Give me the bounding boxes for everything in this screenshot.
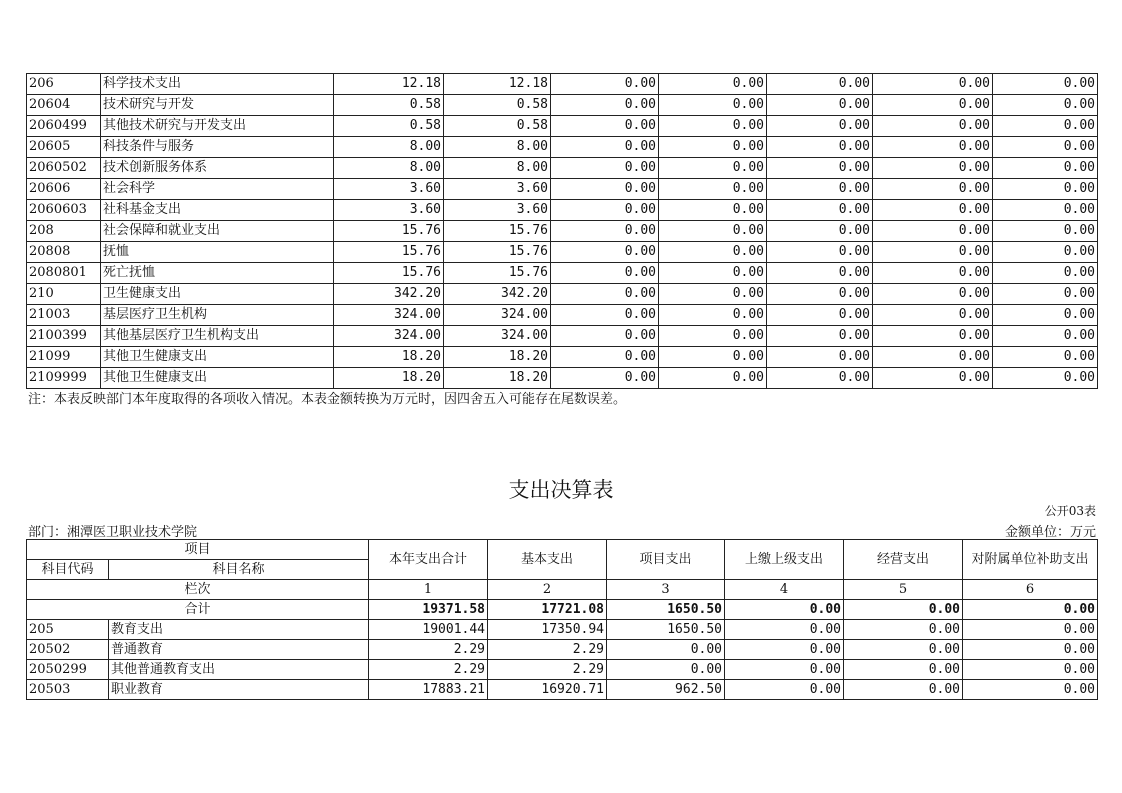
expenditure-table — [26, 539, 1098, 700]
subject-code-cell: 2080801 — [27, 263, 101, 284]
subject-code-cell: 20503 — [27, 680, 109, 700]
amount-cell: 15.76 — [444, 221, 551, 242]
amount-cell: 2.29 — [488, 640, 607, 660]
table-row — [27, 640, 1098, 660]
subject-name-cell: 其他卫生健康支出 — [101, 368, 334, 389]
header-col-operating: 经营支出 — [844, 540, 963, 580]
table-row — [27, 305, 1098, 326]
amount-cell: 0.00 — [993, 74, 1098, 95]
amount-cell: 15.76 — [334, 263, 444, 284]
amount-cell: 0.00 — [767, 368, 873, 389]
amount-cell: 0.00 — [873, 158, 993, 179]
income-table-continued — [26, 73, 1098, 389]
subject-code-cell: 21099 — [27, 347, 101, 368]
amount-cell: 0.00 — [551, 305, 659, 326]
total-row — [27, 600, 1098, 620]
subject-name-cell: 技术研究与开发 — [101, 95, 334, 116]
amount-cell: 0.00 — [659, 368, 767, 389]
subject-name-cell: 社会保障和就业支出 — [101, 221, 334, 242]
amount-cell: 0.58 — [334, 95, 444, 116]
amount-cell: 0.00 — [659, 179, 767, 200]
col-number-2: 2 — [488, 580, 607, 600]
subject-code-cell: 20606 — [27, 179, 101, 200]
amount-cell: 2.29 — [488, 660, 607, 680]
amount-cell: 15.76 — [444, 263, 551, 284]
amount-cell: 0.00 — [873, 200, 993, 221]
amount-cell: 0.00 — [844, 620, 963, 640]
subject-name-cell: 其他技术研究与开发支出 — [101, 116, 334, 137]
amount-cell: 1650.50 — [607, 620, 725, 640]
col-number-6: 6 — [963, 580, 1098, 600]
amount-cell: 0.00 — [767, 179, 873, 200]
col-number-3: 3 — [607, 580, 725, 600]
amount-cell: 16920.71 — [488, 680, 607, 700]
subject-name-cell: 其他基层医疗卫生机构支出 — [101, 326, 334, 347]
amount-cell: 0.00 — [659, 284, 767, 305]
amount-cell: 0.00 — [993, 221, 1098, 242]
amount-cell: 324.00 — [334, 305, 444, 326]
amount-cell: 0.00 — [551, 263, 659, 284]
amount-cell: 12.18 — [444, 74, 551, 95]
amount-cell: 324.00 — [334, 326, 444, 347]
col-number-5: 5 — [844, 580, 963, 600]
subject-code-cell: 2050299 — [27, 660, 109, 680]
amount-cell: 0.00 — [767, 347, 873, 368]
amount-cell: 0.00 — [767, 263, 873, 284]
table-row — [27, 221, 1098, 242]
amount-cell: 0.00 — [659, 116, 767, 137]
table-row — [27, 620, 1098, 640]
amount-cell: 0.00 — [659, 326, 767, 347]
amount-cell: 19001.44 — [369, 620, 488, 640]
subject-code-cell: 20605 — [27, 137, 101, 158]
subject-name-cell: 职业教育 — [109, 680, 369, 700]
amount-cell: 15.76 — [334, 221, 444, 242]
column-number-row — [27, 580, 1098, 600]
amount-cell: 0.00 — [551, 137, 659, 158]
amount-cell: 0.58 — [444, 95, 551, 116]
amount-cell: 8.00 — [444, 158, 551, 179]
amount-cell: 0.00 — [873, 221, 993, 242]
row-label: 栏次 — [27, 580, 369, 600]
total-label: 合计 — [27, 600, 369, 620]
amount-cell: 0.00 — [963, 660, 1098, 680]
subject-name-cell: 科技条件与服务 — [101, 137, 334, 158]
amount-cell: 0.00 — [993, 116, 1098, 137]
amount-cell: 0.00 — [767, 137, 873, 158]
amount-cell: 0.00 — [551, 326, 659, 347]
amount-cell: 0.00 — [993, 200, 1098, 221]
subject-name-cell: 抚恤 — [101, 242, 334, 263]
amount-cell: 0.00 — [767, 305, 873, 326]
subject-name-cell: 卫生健康支出 — [101, 284, 334, 305]
header-col-upper: 上缴上级支出 — [725, 540, 844, 580]
table-row — [27, 263, 1098, 284]
amount-cell: 0.00 — [993, 347, 1098, 368]
subject-code-cell: 20502 — [27, 640, 109, 660]
amount-cell: 17350.94 — [488, 620, 607, 640]
amount-cell: 0.00 — [873, 116, 993, 137]
amount-cell: 0.00 — [659, 242, 767, 263]
header-col-project: 项目支出 — [607, 540, 725, 580]
table-row — [27, 242, 1098, 263]
amount-cell: 0.00 — [844, 660, 963, 680]
amount-cell: 0.00 — [873, 179, 993, 200]
amount-cell: 0.00 — [551, 347, 659, 368]
amount-cell: 0.00 — [551, 179, 659, 200]
amount-cell: 0.00 — [767, 116, 873, 137]
amount-cell: 3.60 — [334, 200, 444, 221]
income-table-body — [27, 74, 1098, 389]
amount-cell: 0.00 — [873, 347, 993, 368]
amount-cell: 0.00 — [767, 221, 873, 242]
amount-cell: 0.00 — [767, 200, 873, 221]
amount-cell: 8.00 — [334, 158, 444, 179]
subject-code-cell: 206 — [27, 74, 101, 95]
amount-cell: 0.00 — [993, 242, 1098, 263]
amount-cell: 0.00 — [993, 158, 1098, 179]
table-row — [27, 116, 1098, 137]
amount-cell: 342.20 — [444, 284, 551, 305]
subject-code-cell: 20604 — [27, 95, 101, 116]
subject-code-cell: 2060502 — [27, 158, 101, 179]
amount-cell: 0.00 — [993, 368, 1098, 389]
amount-cell: 0.00 — [551, 368, 659, 389]
amount-cell: 0.00 — [767, 158, 873, 179]
amount-cell: 0.00 — [963, 620, 1098, 640]
amount-cell: 0.00 — [607, 640, 725, 660]
table-row — [27, 680, 1098, 700]
amount-cell: 0.00 — [873, 368, 993, 389]
amount-cell: 0.00 — [873, 242, 993, 263]
amount-cell: 2.29 — [369, 640, 488, 660]
table-row — [27, 326, 1098, 347]
total-value: 19371.58 — [369, 600, 488, 620]
subject-name-cell: 教育支出 — [109, 620, 369, 640]
amount-cell: 0.00 — [659, 158, 767, 179]
amount-cell: 0.00 — [659, 221, 767, 242]
department-label: 部门：湘潭医卫职业技术学院 — [28, 525, 198, 540]
amount-cell: 3.60 — [334, 179, 444, 200]
total-value: 1650.50 — [607, 600, 725, 620]
amount-cell: 0.00 — [551, 221, 659, 242]
amount-cell: 0.00 — [767, 74, 873, 95]
amount-cell: 0.00 — [844, 640, 963, 660]
subject-code-cell: 2109999 — [27, 368, 101, 389]
amount-cell: 8.00 — [444, 137, 551, 158]
subject-name-cell: 社科基金支出 — [101, 200, 334, 221]
header-row-1 — [27, 540, 1098, 560]
amount-cell: 3.60 — [444, 200, 551, 221]
amount-cell: 962.50 — [607, 680, 725, 700]
amount-cell: 15.76 — [444, 242, 551, 263]
table-row — [27, 200, 1098, 221]
header-subject-code: 科目代码 — [27, 560, 109, 580]
amount-cell: 0.00 — [993, 179, 1098, 200]
col-number-4: 4 — [725, 580, 844, 600]
table-row — [27, 284, 1098, 305]
total-value: 0.00 — [725, 600, 844, 620]
amount-cell: 0.00 — [873, 263, 993, 284]
amount-cell: 18.20 — [444, 368, 551, 389]
amount-cell: 0.00 — [767, 284, 873, 305]
amount-cell: 0.00 — [551, 200, 659, 221]
amount-cell: 0.00 — [844, 680, 963, 700]
header-col-total: 本年支出合计 — [369, 540, 488, 580]
amount-unit-label: 金额单位：万元 — [1004, 525, 1096, 540]
subject-code-cell: 2060603 — [27, 200, 101, 221]
amount-cell: 0.00 — [767, 242, 873, 263]
amount-cell: 324.00 — [444, 326, 551, 347]
table-row — [27, 179, 1098, 200]
amount-cell: 2.29 — [369, 660, 488, 680]
amount-cell: 0.00 — [725, 660, 844, 680]
amount-cell: 0.00 — [659, 347, 767, 368]
amount-cell: 0.00 — [659, 200, 767, 221]
amount-cell: 0.00 — [873, 305, 993, 326]
amount-cell: 0.00 — [767, 95, 873, 116]
subject-name-cell: 其他卫生健康支出 — [101, 347, 334, 368]
amount-cell: 0.00 — [551, 95, 659, 116]
amount-cell: 0.00 — [551, 242, 659, 263]
amount-cell: 0.00 — [659, 137, 767, 158]
subject-code-cell: 210 — [27, 284, 101, 305]
amount-cell: 0.00 — [725, 640, 844, 660]
amount-cell: 0.00 — [993, 284, 1098, 305]
amount-cell: 0.00 — [993, 95, 1098, 116]
subject-name-cell: 普通教育 — [109, 640, 369, 660]
header-col-subsidy: 对附属单位补助支出 — [963, 540, 1098, 580]
subject-name-cell: 社会科学 — [101, 179, 334, 200]
subject-code-cell: 20808 — [27, 242, 101, 263]
amount-cell: 0.00 — [993, 137, 1098, 158]
amount-cell: 17883.21 — [369, 680, 488, 700]
amount-cell: 18.20 — [444, 347, 551, 368]
amount-cell: 18.20 — [334, 368, 444, 389]
table-row — [27, 158, 1098, 179]
amount-cell: 0.00 — [551, 284, 659, 305]
total-value: 0.00 — [844, 600, 963, 620]
amount-cell: 0.00 — [873, 137, 993, 158]
amount-cell: 0.00 — [551, 158, 659, 179]
amount-cell: 0.00 — [725, 620, 844, 640]
amount-cell: 0.00 — [659, 305, 767, 326]
amount-cell: 0.00 — [963, 640, 1098, 660]
table-row — [27, 347, 1098, 368]
amount-cell: 0.00 — [659, 74, 767, 95]
table-row — [27, 368, 1098, 389]
amount-cell: 0.00 — [963, 680, 1098, 700]
subject-name-cell: 死亡抚恤 — [101, 263, 334, 284]
subject-code-cell: 208 — [27, 221, 101, 242]
amount-cell: 0.00 — [725, 680, 844, 700]
table-row — [27, 137, 1098, 158]
header-project: 项目 — [27, 540, 369, 560]
amount-cell: 0.00 — [767, 326, 873, 347]
subject-name-cell: 基层医疗卫生机构 — [101, 305, 334, 326]
total-value: 0.00 — [963, 600, 1098, 620]
table-row — [27, 95, 1098, 116]
subject-code-cell: 2060499 — [27, 116, 101, 137]
subject-name-cell: 其他普通教育支出 — [109, 660, 369, 680]
subject-code-cell: 205 — [27, 620, 109, 640]
header-col-basic: 基本支出 — [488, 540, 607, 580]
amount-cell: 0.00 — [993, 305, 1098, 326]
amount-cell: 0.00 — [659, 263, 767, 284]
subject-name-cell: 技术创新服务体系 — [101, 158, 334, 179]
subject-code-cell: 2100399 — [27, 326, 101, 347]
amount-cell: 0.58 — [334, 116, 444, 137]
amount-cell: 0.00 — [551, 116, 659, 137]
amount-cell: 0.00 — [873, 326, 993, 347]
header-subject-name: 科目名称 — [109, 560, 369, 580]
amount-cell: 15.76 — [334, 242, 444, 263]
amount-cell: 0.00 — [873, 95, 993, 116]
amount-cell: 0.00 — [873, 74, 993, 95]
amount-cell: 342.20 — [334, 284, 444, 305]
page-title: 支出决算表 — [508, 478, 614, 502]
amount-cell: 0.00 — [993, 263, 1098, 284]
table-code: 公开03表 — [1044, 504, 1096, 518]
amount-cell: 8.00 — [334, 137, 444, 158]
amount-cell: 0.00 — [551, 74, 659, 95]
amount-cell: 0.00 — [607, 660, 725, 680]
amount-cell: 0.58 — [444, 116, 551, 137]
total-value: 17721.08 — [488, 600, 607, 620]
amount-cell: 324.00 — [444, 305, 551, 326]
amount-cell: 0.00 — [873, 284, 993, 305]
amount-cell: 0.00 — [993, 326, 1098, 347]
amount-cell: 18.20 — [334, 347, 444, 368]
col-number-1: 1 — [369, 580, 488, 600]
table-note: 注：本表反映部门本年度取得的各项收入情况。本表金额转换为万元时，因四舍五入可能存在尾数误差。 — [28, 392, 627, 407]
table-row — [27, 660, 1098, 680]
table-row — [27, 74, 1098, 95]
amount-cell: 0.00 — [659, 95, 767, 116]
subject-code-cell: 21003 — [27, 305, 101, 326]
amount-cell: 12.18 — [334, 74, 444, 95]
amount-cell: 3.60 — [444, 179, 551, 200]
subject-name-cell: 科学技术支出 — [101, 74, 334, 95]
